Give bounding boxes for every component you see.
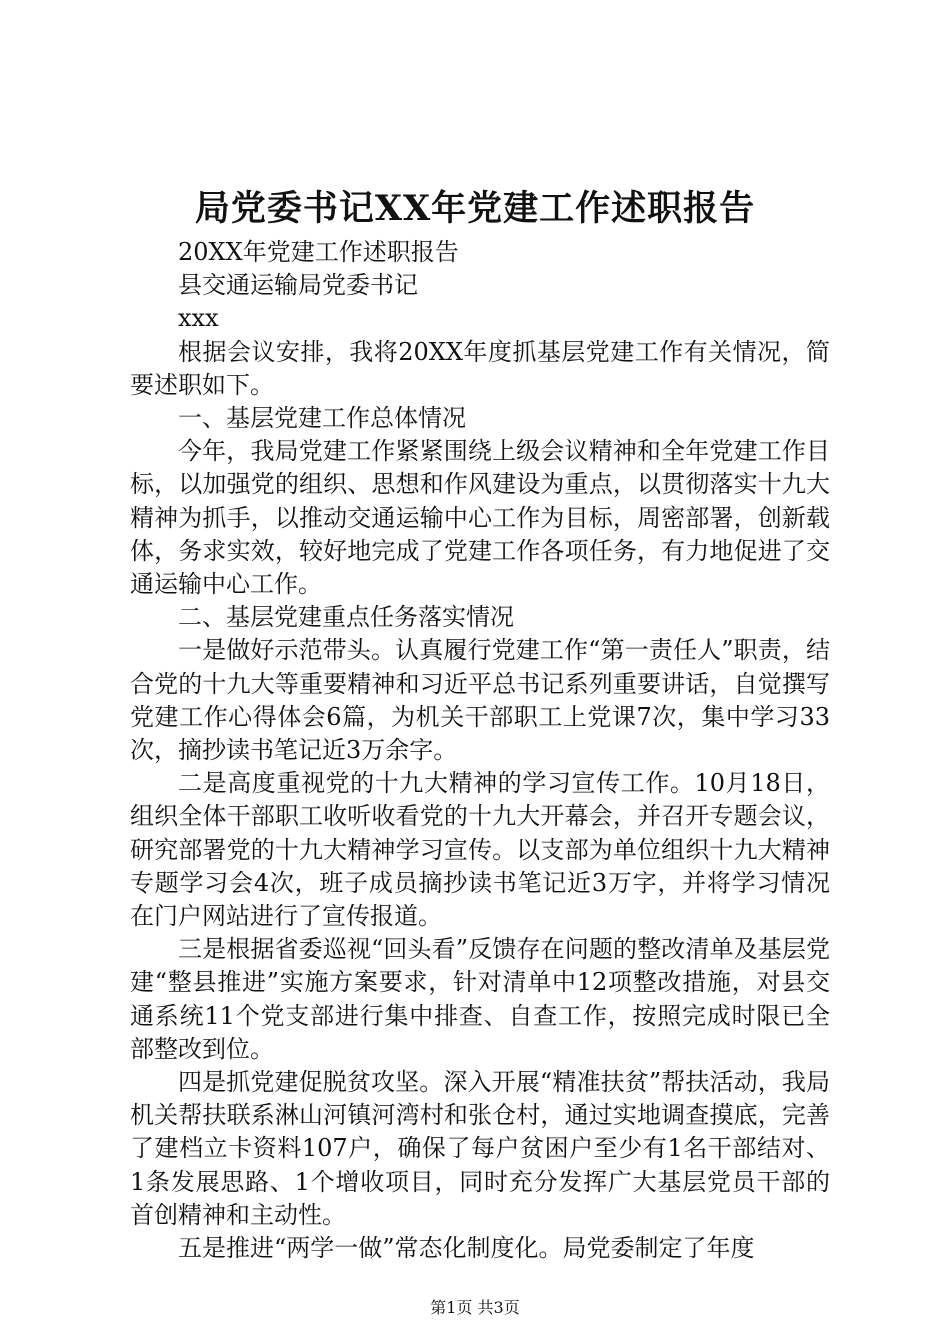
paragraph-item-5: 五是推进“两学一做”常态化制度化。局党委制定了年度	[178, 1234, 755, 1263]
paragraph-item-2: 二是高度重视党的十九大精神的学习宣传工作。10月18日，组织全体干部职工收听收看党的十九大开幕会，并召开专题会议，研究部署党的十九大精神学习宣传。以支部为单位组织十九大精神专题学习会4次，班子成员摘抄读书笔记近3万字，并将学习情况在门户网站进行了宣传报道。	[130, 769, 830, 931]
paragraph-intro: 根据会议安排，我将20XX年度抓基层党建工作有关情况，简要述职如下。	[130, 337, 830, 399]
paragraph-subtitle: 20XX年党建工作述职报告	[178, 238, 459, 266]
document-body	[130, 236, 830, 1265]
paragraph-author-position: 县交通运输局党委书记	[178, 271, 418, 300]
section-heading-2: 二、基层党建重点任务落实情况	[178, 603, 514, 632]
paragraph-overview: 今年，我局党建工作紧紧围绕上级会议精神和全年党建工作目标，以加强党的组织、思想和作风建设为重点，以贯彻落实十九大精神为抓手，以推动交通运输中心工作为目标，周密部署，创新载体，务求实效，较好地完成了党建工作各项任务，有力地促进了交通运输中心工作。	[130, 437, 830, 599]
paragraph-item-4: 四是抓党建促脱贫攻坚。深入开展“精准扶贫”帮扶活动，我局机关帮扶联系淋山河镇河湾村和张仓村，通过实地调查摸底，完善了建档立卡资料107户，确保了每户贫困户至少有1名干部结对、1条发展思路、1个增收项目，同时充分发挥广大基层党员干部的首创精神和主动性。	[130, 1068, 830, 1229]
document-title: 局党委书记XX年党建工作述职报告	[194, 188, 756, 229]
paragraph-item-3: 三是根据省委巡视“回头看”反馈存在问题的整改清单及基层党建“整县推进”实施方案要求，针对清单中12项整改措施，对县交通系统11个党支部进行集中排查、自查工作，按照完成时限已全部整改到位。	[130, 935, 830, 1063]
section-heading-1: 一、基层党建工作总体情况	[178, 404, 466, 433]
paragraph-item-1: 一是做好示范带头。认真履行党建工作“第一责任人”职责，结合党的十九大等重要精神和习近平总书记系列重要讲话，自觉撰写党建工作心得体会6篇，为机关干部职工上党课7次，集中学习33次，摘抄读书笔记近3万余字。	[130, 636, 830, 765]
page-footer: 第1页 共3页	[430, 1298, 520, 1317]
paragraph-author-name: xxx	[178, 304, 219, 333]
